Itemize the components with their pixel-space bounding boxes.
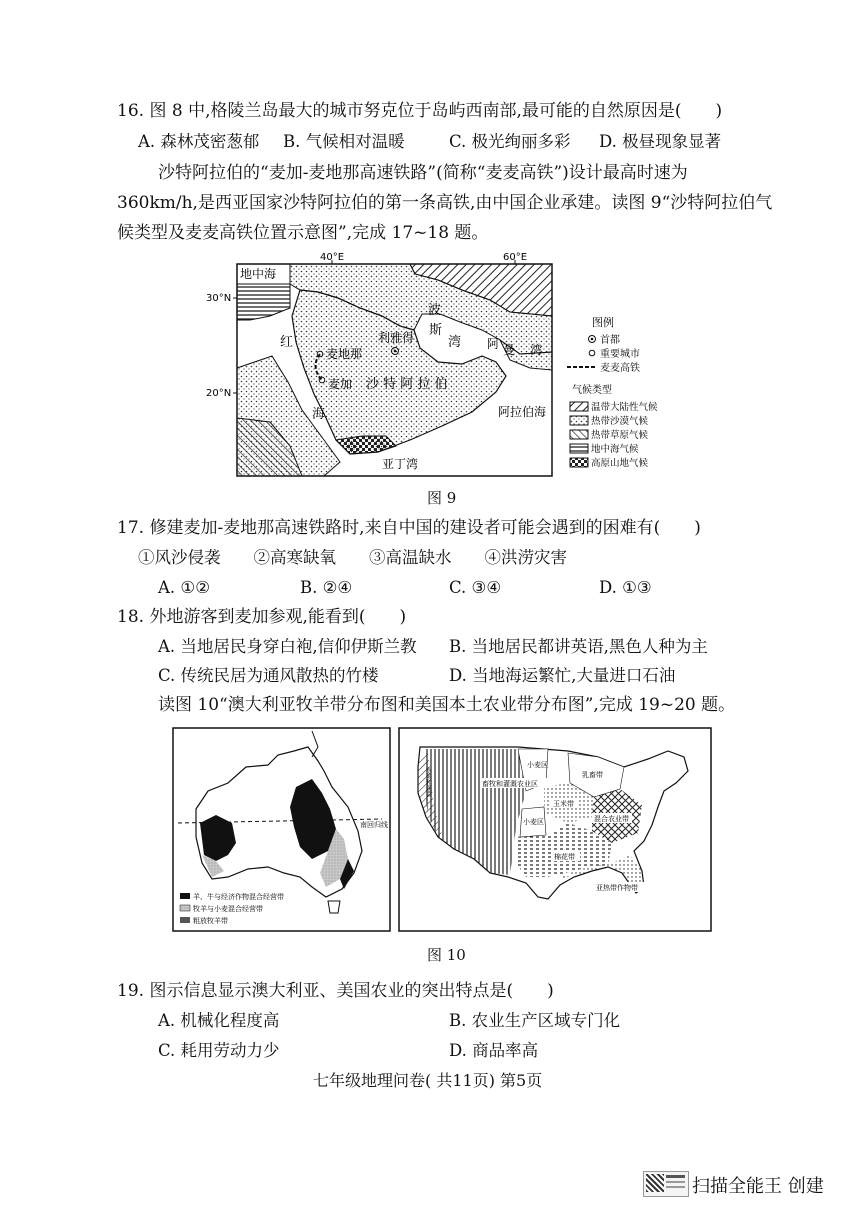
fig9-gulf-3: 湾 [448,335,462,350]
fig10-us-cotton: 棉花带 [554,853,575,861]
q16-option-c: C. 极光绚丽多彩 [449,132,571,151]
fig10-us-subtropical: 亚热带作物带 [596,884,638,892]
fig9-legend-c2: 热带沙漠气候 [591,416,649,427]
fig9-lon-60: 60°E [503,252,528,263]
intro-17-line1: 沙特阿拉伯的“麦加-麦地那高速铁路”(简称“麦麦高铁”)设计最高时速为 [158,163,688,183]
q16-stem: 16. 图 8 中,格陵兰岛最大的城市努克位于岛屿西南部,最可能的自然原因是( ) [117,101,723,121]
fig10-us-ranch: 畜牧和灌溉农业区 [482,780,538,788]
q19-option-c: C. 耗用劳动力少 [158,1041,280,1060]
q19-stem: 19. 图示信息显示澳大利亚、美国农业的突出特点是( ) [117,981,554,1001]
q16-option-a: A. 森林茂密葱郁 [138,132,260,151]
q18-option-d: D. 当地海运繁忙,大量进口石油 [449,666,676,685]
fig9-legend-c1: 温带大陆性气候 [591,402,658,413]
scanner-logo-icon [643,1171,689,1197]
fig9-legend-c3: 热带草原气候 [591,430,649,441]
fig9-legend-title: 图例 [592,316,614,329]
fig9-oman-3: 湾 [530,343,543,357]
fig9-mediterranean: 地中海 [240,267,277,281]
fig10-aus-tropic: 南回归线 [360,821,388,829]
fig9-gulf-2: 斯 [429,323,443,338]
fig9-lat-30: 30°N [206,293,232,304]
fig9-mecca: 麦加 [328,377,353,391]
fig10-us-west-fruit: 水果和蔬菜 [424,767,432,797]
fig9-legend-capital: 首都 [600,335,620,346]
fig9-legend-climate-title: 气候类型 [572,385,612,396]
fig9-legend-c5: 高原山地气候 [591,458,649,469]
fig9-lat-20: 20°N [206,388,232,399]
q17-option-a: A. ①② [158,578,210,597]
fig10-us-corn: 玉米带 [553,800,574,808]
fig9-riyadh: 利雅得 [378,331,415,345]
q16-option-d: D. 极昼现象显著 [599,132,722,151]
q18-option-c: C. 传统民居为通风散热的竹楼 [158,666,379,685]
fig9-red-sea-2: 海 [312,407,326,422]
figure-10-australia-map [172,727,392,933]
scanner-watermark: 扫描全能王 创建 [692,1176,824,1197]
fig10-us-wheat-1: 小麦区 [527,761,548,769]
q17-items: ①风沙侵袭 ②高寒缺氧 ③高温缺水 ④洪涝灾害 [138,548,567,567]
fig9-oman-2: 曼 [503,343,516,357]
fig10-us-mixed: 混合农业带 [594,815,629,823]
fig9-arabian-sea: 阿拉伯海 [498,405,547,419]
intro-17-line3: 候类型及麦麦高铁位置示意图”,完成 17~18 题。 [117,223,489,243]
intro-17-line2: 360km/h,是西亚国家沙特阿拉伯的第一条高铁,由中国企业承建。读图 9“沙特阿拉伯气 [117,193,773,213]
fig10-us-dairy: 乳畜带 [582,771,603,779]
fig10-aus-legend-3: 粗放牧羊带 [193,917,228,925]
figure-10-usa-map [398,727,713,933]
fig9-legend-city: 重要城市 [600,349,640,360]
q17-option-b: B. ②④ [300,578,353,597]
q18-option-a: A. 当地居民身穿白袍,信仰伊斯兰教 [158,637,417,656]
fig10-aus-legend-1: 羊、牛与经济作物混合经营带 [193,893,284,901]
q16-option-b: B. 气候相对温暖 [283,132,405,151]
q18-stem: 18. 外地游客到麦加参观,能看到( ) [117,607,407,627]
fig9-lon-40: 40°E [320,252,345,263]
q19-option-d: D. 商品率高 [449,1041,539,1060]
fig9-aden: 亚丁湾 [382,457,419,471]
page-footer: 七年级地理问卷( 共11页) 第5页 [313,1071,543,1090]
fig9-red-sea-1: 红 [280,335,294,350]
fig9-legend-railway: 麦麦高铁 [600,363,640,374]
q17-option-d: D. ①③ [599,578,652,597]
fig10-aus-legend-2: 牧羊与小麦混合经营带 [193,905,263,913]
q17-option-c: C. ③④ [449,578,502,597]
fig9-medina: 麦地那 [326,347,363,361]
figure-10-caption: 图 10 [427,946,466,964]
figure-9-map [200,250,680,480]
figure-9-caption: 图 9 [427,489,457,507]
fig9-saudi: 沙 特 阿 拉 伯 [366,377,448,392]
fig10-us-wheat-2: 小麦区 [523,818,544,826]
fig9-gulf-1: 波 [428,303,442,318]
fig9-oman-1: 阿 [487,337,500,351]
q17-stem: 17. 修建麦加-麦地那高速铁路时,来自中国的建设者可能会遇到的困难有( ) [117,518,701,538]
q18-option-b: B. 当地居民都讲英语,黑色人种为主 [449,637,708,656]
intro-19: 读图 10“澳大利亚牧羊带分布图和美国本土农业带分布图”,完成 19~20 题。 [158,695,736,715]
q19-option-a: A. 机械化程度高 [158,1011,280,1030]
q19-option-b: B. 农业生产区域专门化 [449,1011,621,1030]
fig9-legend-c4: 地中海气候 [591,444,639,455]
